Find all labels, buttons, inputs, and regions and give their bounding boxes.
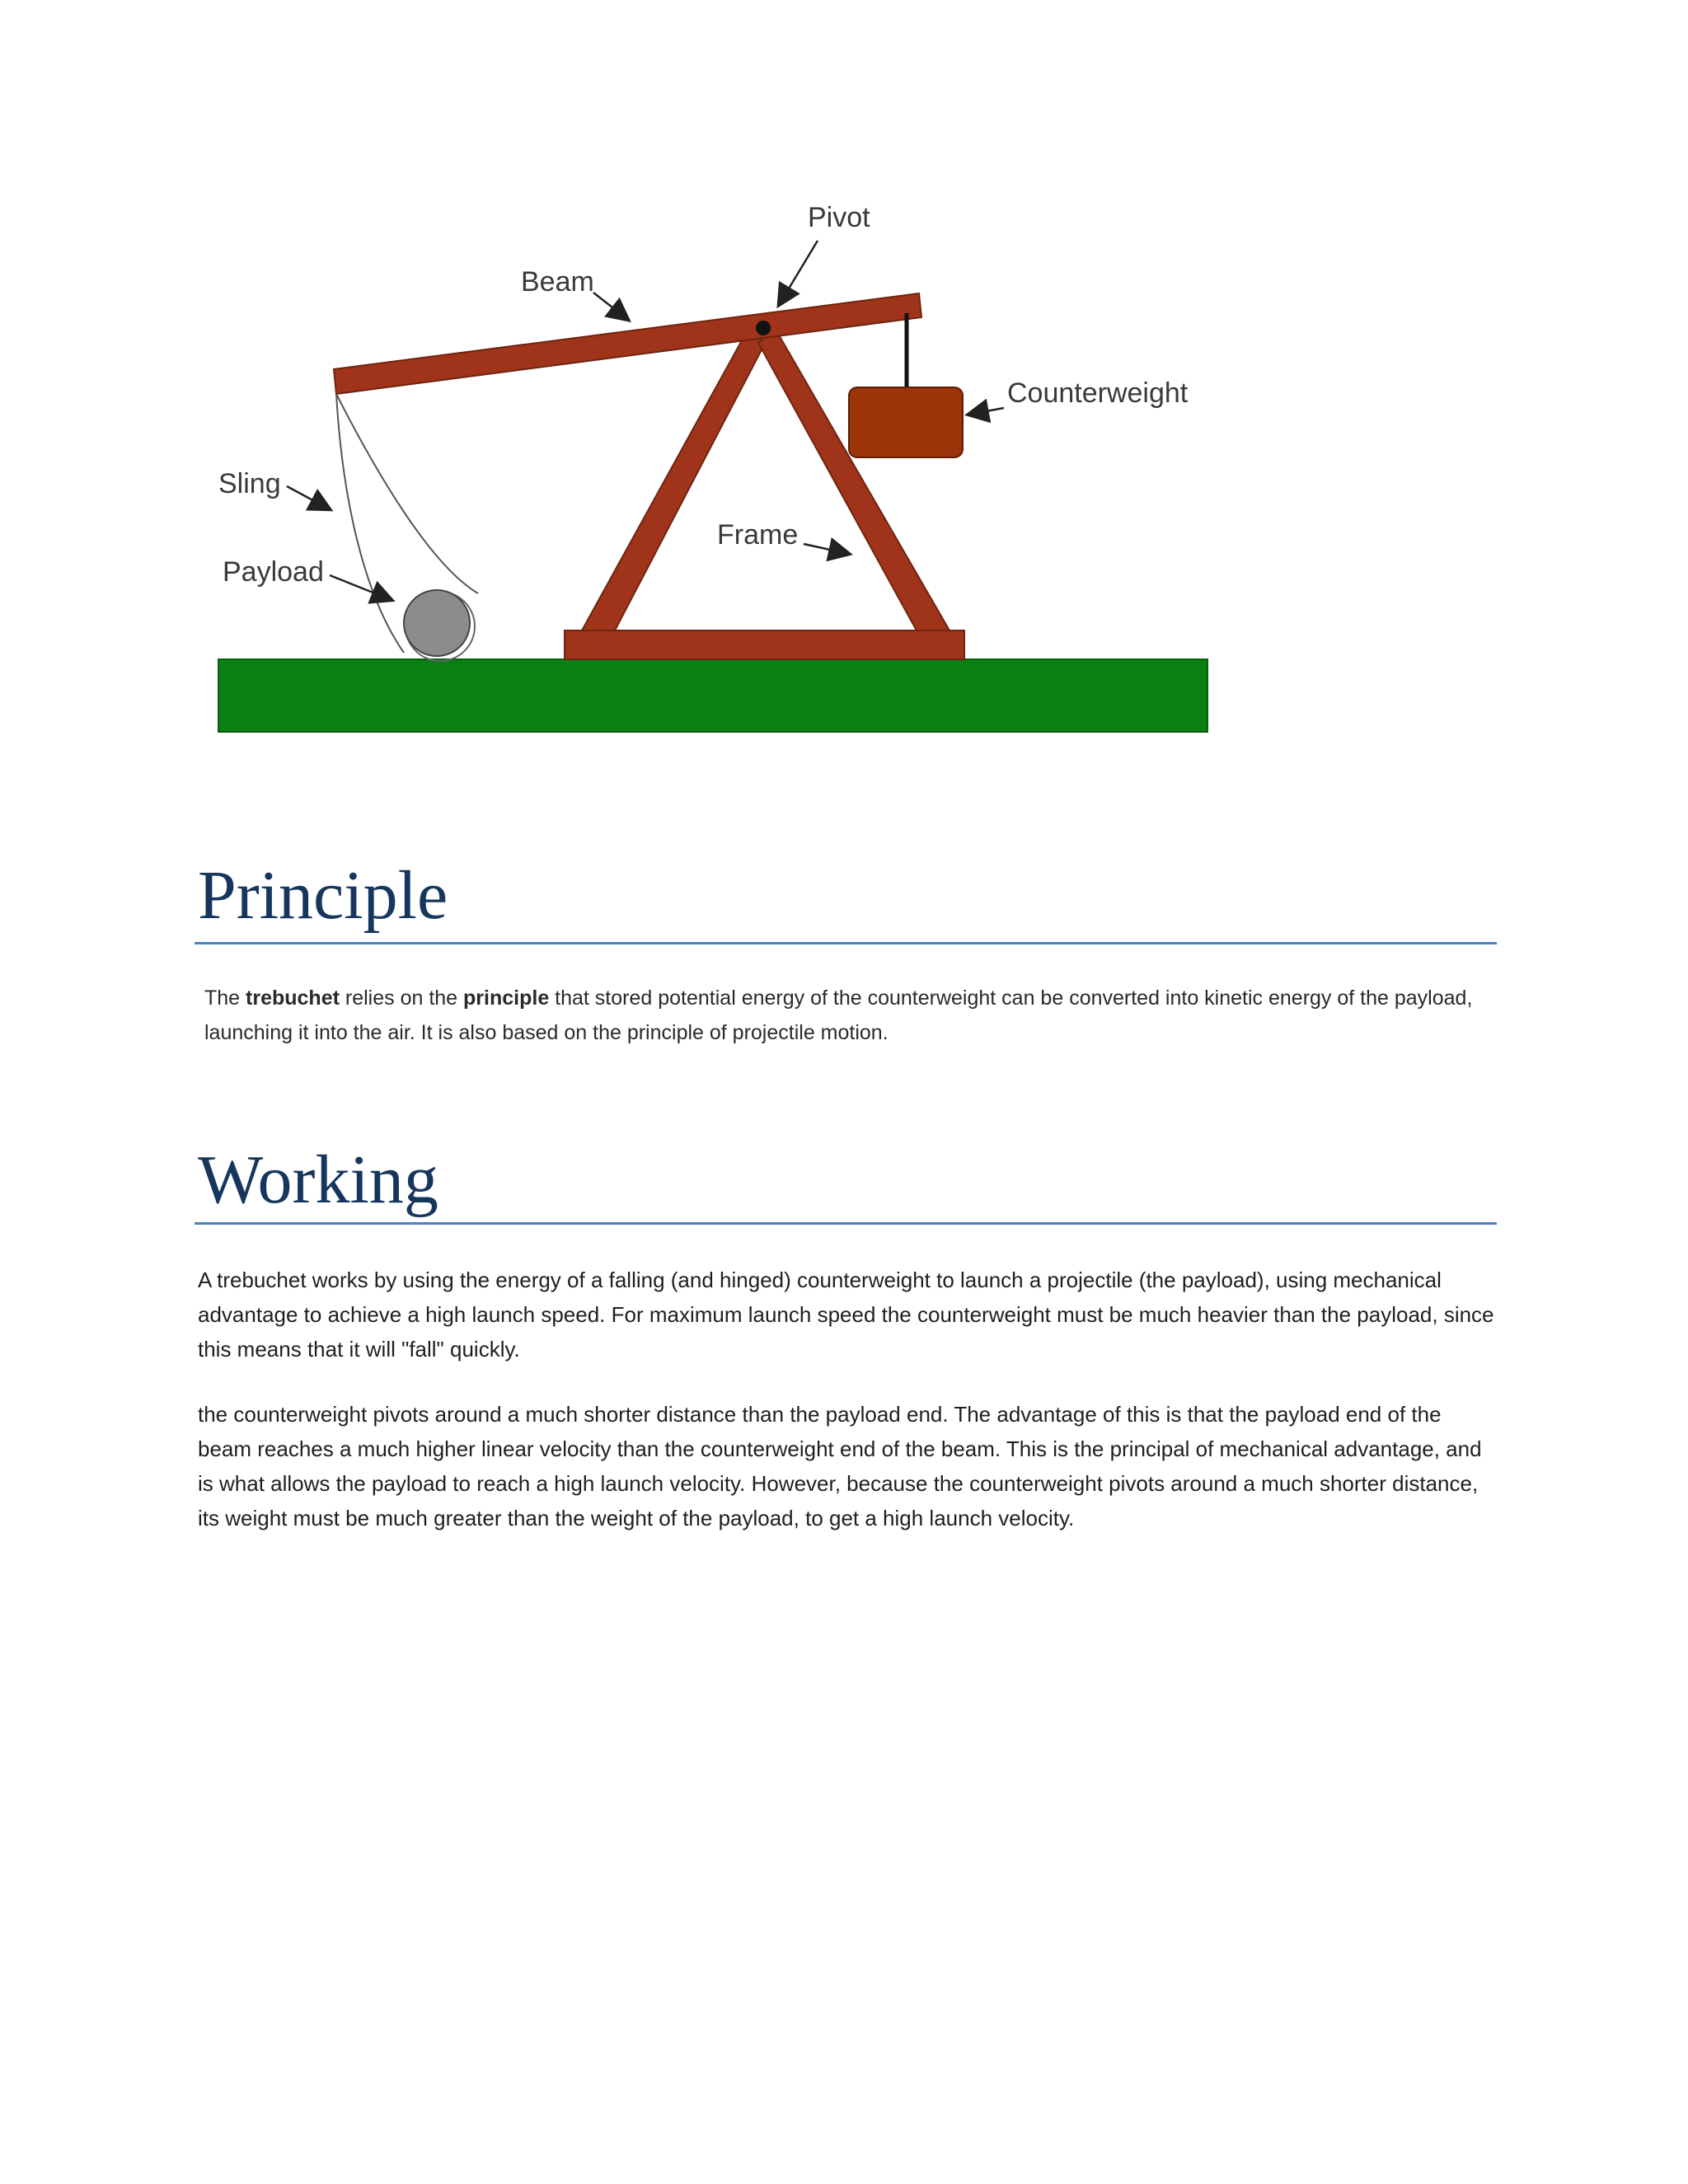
sling-line-b [336,394,478,593]
principle-paragraph [198,981,1507,1050]
frame-right-leg [758,328,950,630]
principle-bold-trebuchet: trebuchet [246,987,340,1010]
beam-arrow [593,293,628,320]
frame-arrow [804,544,849,554]
pivot-arrow [779,241,818,305]
sling-arrow [287,486,330,509]
working-heading: Working [198,1141,438,1218]
frame-left-leg [582,326,767,630]
trebuchet-diagram [198,181,1269,775]
payload-arrow [330,575,392,600]
ground [218,659,1207,732]
payload-label: Payload [223,556,324,588]
frame-base [565,630,964,659]
principle-text-1: The [204,987,246,1010]
principle-heading: Principle [198,857,448,934]
principle-bold-principle: principle [463,987,550,1010]
principle-text-2: relies on the [339,987,464,1010]
sling-line-a [336,394,404,653]
working-paragraph-2: the counterweight pivots around a much shorter distance than the payload end. The advantage of this is that the payload end of the beam reaches a much higher linear velocity than the counterweight end of the beam. This is the principal of mechanical advantage, and is what allows the payload to reach a high launch velocity. However, because the counterweight pivots around a much shorter distance, its weight must be much greater than the weight of the payload, to get a high launch velocity. [198,1402,1482,1530]
counterweight-block [849,387,963,457]
frame-label: Frame [717,519,799,551]
principle-text-3: that stored potential energy of the counterweight can be converted into kinetic energy of the payload, launching it into the air. It is also based on the principle of projectile motion. [204,987,1473,1044]
counterweight-arrow [968,408,1004,415]
pivot-point [756,321,771,335]
principle-heading-rule [195,942,1497,944]
counterweight-label: Counterweight [1007,377,1189,409]
pivot-label: Pivot [808,202,870,233]
sling-label: Sling [218,468,281,499]
beam-label: Beam [521,266,594,298]
working-heading-rule [195,1222,1497,1225]
beam [334,293,921,394]
working-paragraph-1: A trebuchet works by using the energy of a falling (and hinged) counterweight to launch a projectile (the payload), using mechanical advantage to achieve a high launch speed. For maximum launch speed the counterweight must be much heavier than the payload, since this means that it will "fall" quickly. [198,1268,1494,1361]
trebuchet-diagram-svg [198,181,1269,775]
payload-ball [404,590,470,656]
